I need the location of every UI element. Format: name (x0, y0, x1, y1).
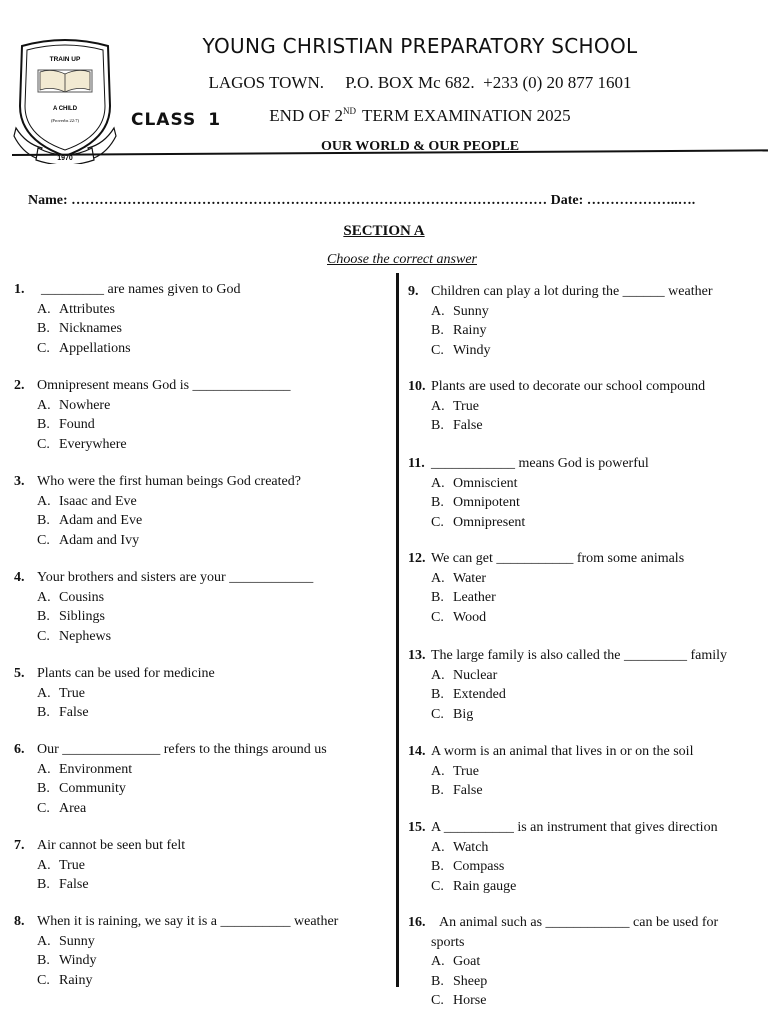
option-text: Windy (59, 953, 97, 968)
option-text: False (453, 418, 483, 433)
answer-option (431, 493, 520, 513)
option-letter: B. (37, 877, 50, 892)
column-divider (396, 273, 399, 987)
option-text: Environment (59, 761, 133, 777)
question-number: 14. (408, 744, 426, 759)
question-stem: We can get ___________ from some animals (431, 551, 685, 566)
answer-option (431, 321, 486, 341)
option-letter: B. (431, 418, 444, 433)
question-stem: When it is raining, we say it is a __________ weather (37, 914, 339, 929)
question-stem: Plants are used to decorate our school compound (431, 379, 706, 394)
option-text: Attributes (59, 301, 115, 317)
option-letter: B. (431, 859, 444, 874)
exam-prefix: END OF 2 (269, 106, 343, 125)
question-stem: An animal such as ____________ can be used for (439, 915, 719, 930)
option-letter: A. (431, 839, 445, 855)
answer-option (37, 531, 139, 551)
answer-option (431, 972, 487, 992)
option-text: Compass (453, 859, 505, 874)
option-letter: A. (431, 303, 445, 319)
answer-option (431, 397, 479, 417)
option-text: Omnipresent (453, 514, 526, 530)
answer-option (431, 762, 479, 782)
answer-option (431, 857, 504, 877)
option-text: False (453, 783, 483, 798)
answer-option (37, 951, 97, 971)
option-text: Sunny (453, 303, 489, 319)
option-letter: A. (431, 667, 445, 683)
question-number: 16. (408, 915, 426, 930)
option-letter: C. (37, 628, 50, 644)
option-text: False (59, 705, 89, 720)
option-text: Adam and Ivy (59, 532, 140, 548)
question-number: 2. (14, 378, 25, 393)
question-stem: A __________ is an instrument that gives direction (431, 820, 718, 835)
question-number: 11. (408, 456, 425, 471)
option-letter: A. (37, 857, 51, 873)
question-stem: A worm is an animal that lives in or on the soil (431, 744, 694, 759)
option-letter: B. (37, 781, 50, 796)
option-text: Omnipotent (453, 495, 520, 510)
option-letter: B. (37, 513, 50, 528)
option-text: Community (59, 781, 126, 796)
question-number: 1. (14, 282, 25, 297)
question-stem: Your brothers and sisters are your ____________ (37, 570, 314, 585)
exam-superscript: ND (342, 106, 356, 116)
question-stem: Air cannot be seen but felt (37, 838, 186, 853)
question-stem: ____________ means God is powerful (431, 456, 649, 471)
option-letter: C. (37, 436, 50, 452)
question-number: 15. (408, 820, 426, 835)
option-text: Everywhere (59, 436, 127, 452)
option-text: Siblings (59, 609, 105, 624)
option-text: Nowhere (59, 397, 111, 413)
question-stem: _________ are names given to God (41, 282, 241, 297)
answer-option (37, 856, 85, 876)
answer-option (37, 415, 95, 435)
answer-option (37, 932, 95, 952)
option-text: Nuclear (453, 667, 498, 683)
option-text: Horse (453, 993, 487, 1008)
crest-middle-text: A CHILD (52, 106, 78, 112)
option-text: Goat (453, 954, 481, 969)
option-text: Found (59, 417, 95, 432)
answer-option (37, 799, 86, 819)
option-letter: B. (431, 687, 444, 702)
option-letter: A. (431, 763, 445, 779)
option-text: Cousins (59, 589, 105, 605)
question-stem-continued: sports (431, 935, 465, 950)
option-letter: C. (431, 706, 444, 722)
answer-option (431, 685, 506, 705)
exam-title (200, 106, 640, 126)
answer-option (37, 627, 111, 647)
option-letter: A. (37, 761, 51, 777)
option-text: False (59, 877, 89, 892)
school-address: LAGOS TOWN. P.O. BOX Mc 682. +233 (0) 20 877 1601 (208, 73, 632, 92)
option-letter: C. (37, 532, 50, 548)
question-number: 5. (14, 666, 25, 681)
section-instruction: Choose the correct answer (327, 252, 477, 267)
answer-option (431, 341, 491, 361)
option-letter: B. (37, 609, 50, 624)
answer-option (37, 588, 104, 608)
option-text: Big (453, 706, 474, 722)
school-name: YOUNG CHRISTIAN PREPARATORY SCHOOL (202, 34, 638, 58)
option-letter: B. (37, 417, 50, 432)
subject-title: OUR WORLD & OUR PEOPLE (320, 139, 520, 154)
answer-option (431, 569, 486, 589)
option-letter: B. (431, 495, 444, 510)
option-text: Leather (453, 590, 496, 605)
option-letter: A. (37, 685, 51, 701)
question-number: 4. (14, 570, 25, 585)
option-text: Extended (453, 687, 506, 702)
answer-option (37, 703, 89, 723)
question-stem: Our ______________ refers to the things around us (37, 742, 327, 757)
answer-option (37, 607, 105, 627)
question-stem: Plants can be used for medicine (37, 666, 215, 681)
question-number: 6. (14, 742, 25, 757)
school-crest-logo (12, 36, 118, 164)
option-text: True (59, 685, 85, 701)
question-stem: Omnipresent means God is ______________ (37, 378, 291, 393)
option-text: Rainy (59, 972, 93, 988)
crest-top-text: TRAIN UP (49, 56, 81, 63)
question-number: 12. (408, 551, 426, 566)
option-letter: C. (431, 609, 444, 625)
option-letter: B. (37, 953, 50, 968)
option-letter: C. (37, 340, 50, 356)
answer-option (37, 339, 131, 359)
option-letter: C. (431, 342, 444, 358)
answer-option (431, 877, 516, 897)
answer-option (37, 492, 137, 512)
question-stem: Who were the first human beings God created? (37, 474, 301, 489)
question-number: 3. (14, 474, 25, 489)
answer-option (37, 300, 115, 320)
option-text: Nephews (59, 628, 112, 644)
option-text: Rainy (453, 323, 487, 338)
answer-option (431, 302, 489, 322)
option-text: Water (453, 570, 487, 586)
option-letter: B. (37, 705, 50, 720)
option-text: Area (59, 800, 87, 816)
option-letter: B. (431, 323, 444, 338)
option-text: Omniscient (453, 475, 518, 491)
answer-option (431, 588, 496, 608)
option-letter: C. (431, 878, 444, 894)
option-letter: A. (37, 493, 51, 509)
answer-option (431, 838, 488, 858)
option-letter: C. (431, 993, 444, 1008)
answer-option (37, 779, 126, 799)
answer-option (37, 760, 132, 780)
option-letter: B. (431, 783, 444, 798)
question-stem: The large family is also called the _________ family (431, 648, 727, 663)
option-letter: C. (37, 972, 50, 988)
answer-option (431, 666, 497, 686)
option-text: True (59, 857, 85, 873)
answer-option (37, 875, 89, 895)
answer-option (37, 396, 110, 416)
option-text: Adam and Eve (59, 513, 143, 528)
option-text: True (453, 763, 479, 779)
answer-option (431, 513, 525, 533)
answer-option (431, 705, 473, 725)
option-letter: A. (431, 954, 445, 969)
option-letter: A. (431, 475, 445, 491)
option-letter: A. (431, 398, 445, 414)
class-number: 1 (208, 110, 222, 130)
answer-option (37, 511, 142, 531)
option-letter: A. (37, 397, 51, 413)
option-text: Sunny (59, 933, 95, 949)
exam-suffix: TERM EXAMINATION 2025 (361, 106, 571, 125)
option-text: Appellations (59, 340, 131, 356)
option-text: Windy (453, 342, 491, 358)
class-label-text: CLASS (131, 110, 197, 130)
question-number: 9. (408, 284, 419, 299)
option-text: True (453, 398, 479, 414)
answer-option (37, 319, 122, 339)
question-number: 7. (14, 838, 25, 853)
answer-option (37, 684, 85, 704)
question-number: 8. (14, 914, 25, 929)
answer-option (431, 474, 518, 494)
option-letter: C. (37, 800, 50, 816)
answer-option (431, 781, 483, 801)
question-number: 13. (408, 648, 426, 663)
option-letter: C. (431, 514, 444, 530)
answer-option (431, 952, 480, 972)
section-title: SECTION A (343, 223, 425, 239)
option-letter: A. (37, 933, 51, 949)
answer-option (37, 971, 92, 991)
option-text: Sheep (453, 973, 488, 989)
option-letter: B. (431, 973, 444, 989)
crest-verse: (Proverbs 22:7) (50, 118, 80, 123)
answer-option (431, 991, 486, 1011)
option-letter: B. (431, 590, 444, 605)
option-text: Rain gauge (453, 878, 517, 894)
question-number: 10. (408, 379, 426, 394)
option-letter: A. (431, 570, 445, 586)
crest-year: 1970 (57, 155, 73, 162)
option-text: Wood (453, 609, 487, 625)
option-text: Nicknames (59, 321, 122, 336)
option-letter: A. (37, 589, 51, 605)
answer-option (37, 435, 127, 455)
question-stem: Children can play a lot during the ______ weather (431, 284, 713, 299)
option-text: Watch (453, 839, 489, 855)
option-letter: A. (37, 301, 51, 317)
answer-option (431, 608, 486, 628)
option-text: Isaac and Eve (59, 493, 137, 509)
option-letter: B. (37, 321, 50, 336)
answer-option (431, 416, 483, 436)
student-name-date-line: Name: ………………………………………………………………………………………… Date: ………………..…. (28, 193, 696, 208)
